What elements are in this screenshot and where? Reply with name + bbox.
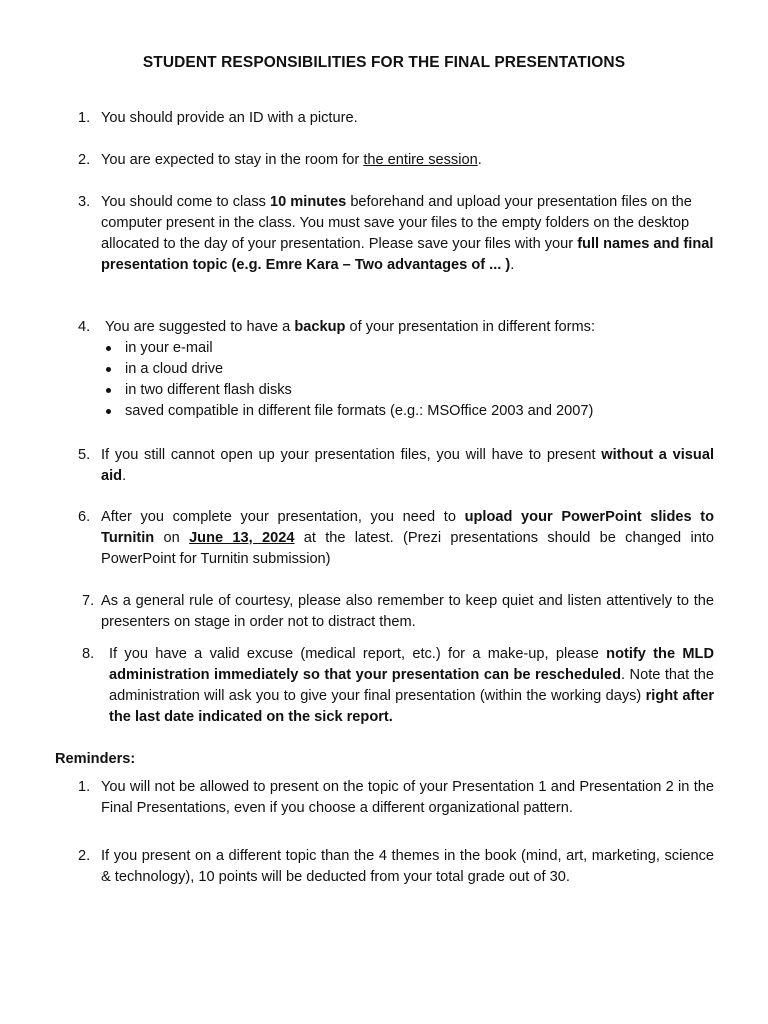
item-number: 7. <box>82 593 95 609</box>
reminder-item-2 <box>78 846 714 888</box>
item-number: 2. <box>78 152 91 168</box>
bold-phrase: right after the last date indicated on the sick report. <box>109 688 715 725</box>
item-number: 3. <box>78 194 91 210</box>
list-item: saved compatible in different file formats (e.g.: MSOffice 2003 and 2007) <box>101 401 714 422</box>
text-run: You are suggested to have a <box>105 319 295 335</box>
text-run: If you have a valid excuse (medical report, etc.) for a make-up, please <box>109 646 607 662</box>
item-text <box>105 317 714 338</box>
text-run: . Note that the administration will ask you to give your final presentation (within the working days) <box>109 667 714 704</box>
item-number: 5. <box>78 447 91 463</box>
item-text <box>109 644 714 728</box>
item-number: 4. <box>78 319 91 335</box>
item-number: 2. <box>78 848 91 864</box>
item-number: 1. <box>78 779 91 795</box>
backup-list <box>101 338 714 422</box>
list-item: in your e-mail <box>101 338 714 359</box>
item-text <box>101 150 714 171</box>
text-run: After you complete your presentation, you need to <box>101 509 465 525</box>
item-text: As a general rule of courtesy, please also remember to keep quiet and listen attentively to the presenters on stage in order not to distract them. <box>101 593 714 630</box>
underlined-phrase: the entire session <box>363 152 478 168</box>
item-text <box>101 192 714 276</box>
bold-phrase: notify the MLD administration immediately so that your presentation can be rescheduled <box>109 646 714 683</box>
text-run: of your presentation in different forms: <box>345 319 595 335</box>
text-run: You should come to class <box>101 194 271 210</box>
bold-phrase: full names and final presentation topic (e.g. Emre Kara – Two advantages of ... ) <box>101 236 714 273</box>
responsibility-item-2 <box>78 150 714 171</box>
responsibility-item-1 <box>78 108 714 129</box>
responsibility-item-3 <box>78 192 714 276</box>
deadline-date: June 13, 2024 <box>189 530 295 546</box>
item-text: If you present on a different topic than the 4 themes in the book (mind, art, marketing, science & technology), 10 points will be deducted from your total grade out of 30. <box>101 848 714 885</box>
text-run: at the latest. (Prezi presentations should be changed into PowerPoint for Turnitin submission) <box>101 530 714 567</box>
text-run: beforehand and upload your presentation files on the computer present in the class. You must save your files to the empty folders on the desktop allocated to the day of your presentation. Please save your files with your <box>101 194 692 252</box>
text-run: . <box>122 468 127 484</box>
bold-phrase: 10 minutes <box>270 194 347 210</box>
responsibility-item-8 <box>82 644 714 728</box>
item-text <box>101 507 714 570</box>
item-text: You will not be allowed to present on the topic of your Presentation 1 and Presentation 2 in the Final Presentations, even if you choose a different organizational pattern. <box>101 779 714 816</box>
item-number: 1. <box>78 110 91 126</box>
item-text: You should provide an ID with a picture. <box>101 110 358 126</box>
text-run: . <box>477 152 482 168</box>
text-run: on <box>154 530 190 546</box>
reminder-item-1 <box>78 777 714 819</box>
responsibility-item-6 <box>78 507 714 570</box>
list-item: in two different flash disks <box>101 380 714 401</box>
responsibility-item-7 <box>82 591 714 633</box>
text-run: If you still cannot open up your presentation files, you will have to present <box>101 447 602 463</box>
bold-phrase: upload your PowerPoint slides to Turnitin <box>101 509 715 546</box>
responsibility-item-5 <box>78 445 714 487</box>
text-run: You are expected to stay in the room for <box>101 152 364 168</box>
item-text <box>101 445 714 487</box>
reminders-heading: Reminders: <box>55 751 136 767</box>
responsibility-item-4 <box>78 317 714 422</box>
item-number: 8. <box>82 646 95 662</box>
list-item: in a cloud drive <box>101 359 714 380</box>
bold-phrase: backup <box>294 319 346 335</box>
item-number: 6. <box>78 509 91 525</box>
text-run: . <box>510 257 515 273</box>
document-title: STUDENT RESPONSIBILITIES FOR THE FINAL PRESENTATIONS <box>142 54 626 71</box>
bold-phrase: without a visual aid <box>101 447 715 484</box>
